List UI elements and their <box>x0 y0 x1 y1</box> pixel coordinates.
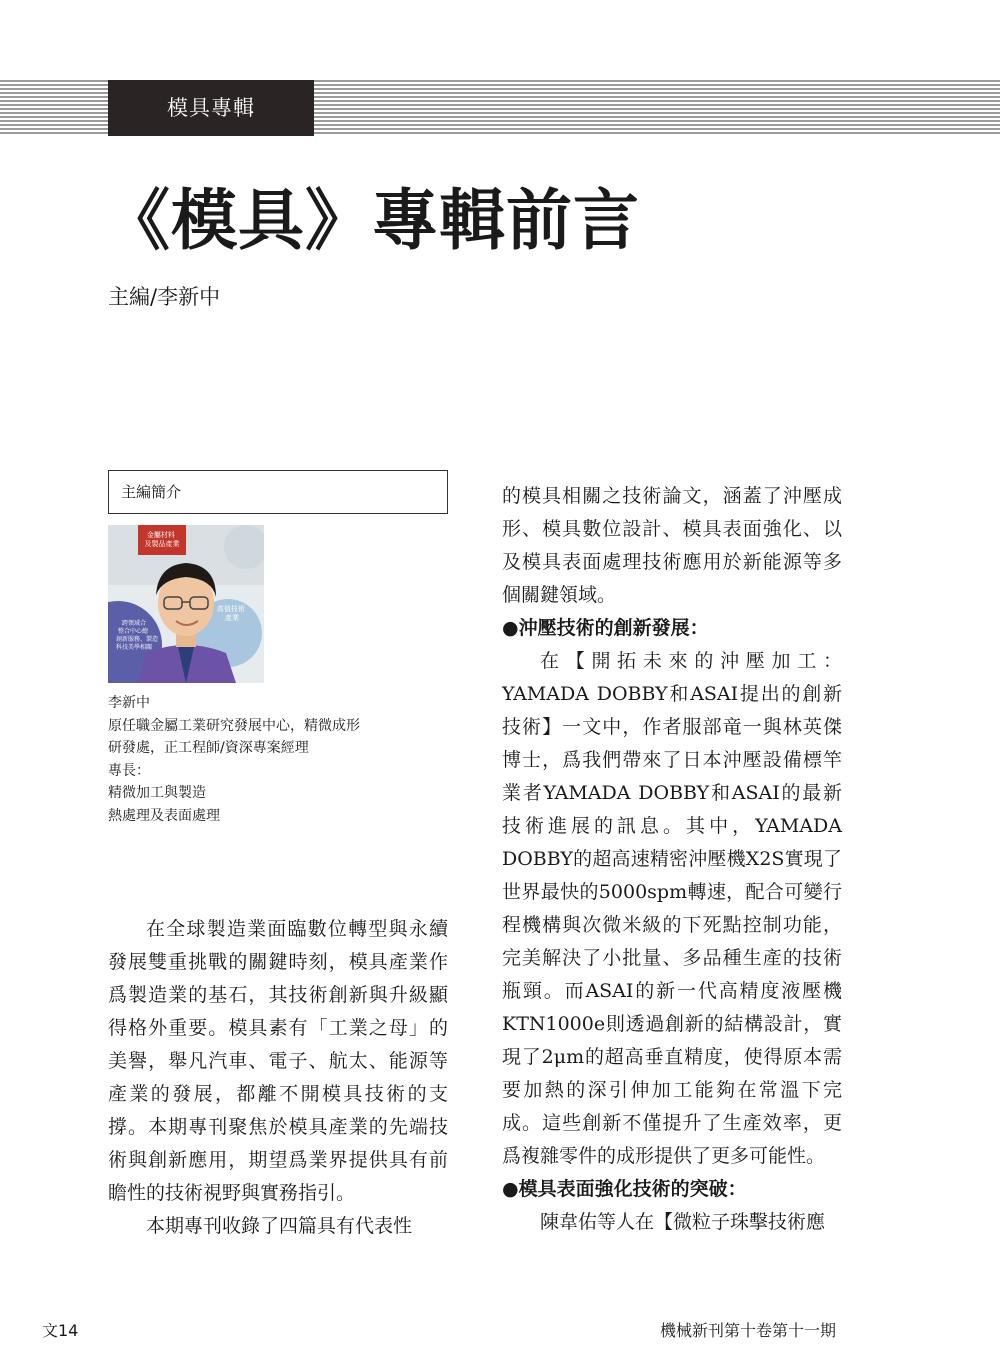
bio-text <box>108 692 448 827</box>
photo-sign-left-2: 整合中心總 <box>118 628 149 635</box>
bio-line: 專長： <box>108 762 150 779</box>
section-label: 模具專輯 <box>108 80 314 136</box>
section-heading-surface: ●模具表面強化技術的突破： <box>502 1178 747 1200</box>
body-paragraph: 在【開拓未來的沖壓加工：YAMADA DOBBY和ASAI提出的創新技術】一文中，作者服部竜一與林英傑博士，爲我們帶來了日本沖壓設備標竿業者YAMADA DOBBY和ASAI的最新技術進展的訊息。其中，YAMADA DOBBY的超高速精密沖壓機X2S實現了世界最快的5000spm轉速，配合可變行程機構與次微米級的下死點控制功能，完美解決了小批量、多品種生產的技術瓶頸。而ASAI的新一代高精度液壓機KTN1000e則透過創新的結構設計，實現了2μm的超高垂直精度，使得原本需要加熱的深引伸加工能夠在常溫下完成。這些創新不僅提升了生產效率，更爲複雜零件的成形提供了更多可能性。 <box>502 650 842 1167</box>
bio-line: 原任職金屬工業研究發展中心，精微成形 <box>108 717 360 734</box>
bio-box <box>108 470 448 514</box>
page-number: 文14 <box>42 1321 79 1340</box>
body-paragraph: 陳韋佑等人在【微粒子珠擊技術應 <box>540 1211 826 1233</box>
body-paragraph: 在全球製造業面臨數位轉型與永續發展雙重挑戰的關鍵時刻，模具產業作爲製造業的基石，其技術創新與升級顯得格外重要。模具素有「工業之母」的美譽，舉凡汽車、電子、航太、能源等產業的發展，都離不開模具技術的支撐。本期專刊聚焦於模具產業的先端技術與創新應用，期望爲業界提供具有前瞻性的技術視野與實務指引。 <box>108 918 448 1204</box>
body-paragraph: 的模具相關之技術論文，涵蓋了沖壓成形、模具數位設計、模具表面強化、以及模具表面處理技術應用於新能源等多個關鍵領域。 <box>502 485 842 606</box>
photo-sign-right-1: 高值技術 <box>216 605 245 613</box>
bio-name: 李新中 <box>108 695 150 711</box>
journal-issue: 機械新刊第十卷第十一期 <box>660 1321 837 1340</box>
photo-sign-left-4: 科技美學相關 <box>116 644 153 651</box>
editor-photo <box>108 525 264 683</box>
bio-line: 熱處理及表面處理 <box>108 807 220 824</box>
portrait-image <box>108 525 264 683</box>
editor-byline: 主編/李新中 <box>108 285 221 309</box>
body-paragraph: 本期專刊收錄了四篇具有代表性 <box>146 1215 413 1237</box>
section-heading-stamping: ●沖壓技術的創新發展： <box>502 617 709 639</box>
bio-line: 精微加工與製造 <box>108 785 206 801</box>
photo-sign-top-1: 金屬材料 <box>146 531 175 539</box>
photo-sign-top-2: 及製品產業 <box>144 540 180 548</box>
body-column-right <box>502 480 842 1239</box>
bio-line: 研發處，正工程師/資深專案經理 <box>108 740 309 756</box>
article-title: 《模具》專輯前言 <box>104 181 640 259</box>
photo-sign-left-3: 創新服務、製造 <box>116 636 159 643</box>
body-column-left <box>108 913 448 1243</box>
bio-box-title: 主編簡介 <box>121 483 182 501</box>
photo-sign-right-2: 產業 <box>225 614 239 622</box>
photo-sign-left-1: 跨領域合 <box>122 620 147 627</box>
